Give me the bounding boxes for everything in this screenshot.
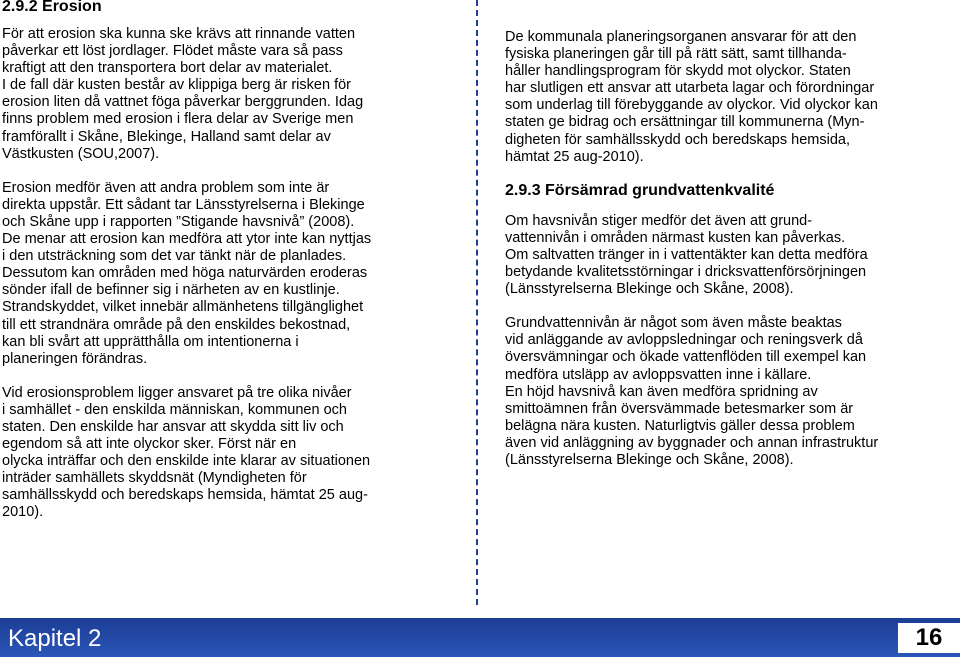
paragraph-municipal-planning	[505, 29, 955, 166]
text-line: Om saltvatten tränger in i vattentäkter kan detta medföra	[505, 246, 868, 263]
section-heading-groundwater: 2.9.3 Försämrad grundvattenkvalité	[505, 181, 775, 199]
text-line: Dessutom kan områden med höga naturvärden eroderas	[2, 265, 368, 282]
text-line: även vid anläggning av byggnader och annan infrastruktur	[505, 434, 879, 451]
text-line: staten ge bidrag och ersättningar till kommunerna (Myn-	[505, 114, 865, 131]
text-line: sönder ifall de befinner sig i närheten av en kustlinje.	[2, 282, 340, 299]
text-line: hämtat 25 aug-2010).	[505, 148, 644, 165]
text-line: smittoämnen från översvämmade betesmarker som är	[505, 400, 854, 417]
text-line: finns problem med erosion i flera delar av Sverige men	[2, 111, 354, 128]
chapter-label: Kapitel 2	[8, 625, 102, 652]
column-divider	[476, 0, 478, 605]
text-line: i samhället - den enskilda människan, kommunen och	[2, 401, 347, 418]
page-number: 16	[898, 623, 960, 653]
text-line: digheten för samhällsskydd och beredskaps hemsida,	[505, 131, 850, 148]
text-line: 2010).	[2, 504, 44, 521]
text-line: I de fall där kusten består av klippiga berg är risken för	[2, 77, 351, 94]
text-line: kraftigt att den transportera bort delar av materialet.	[2, 60, 333, 77]
text-line: Strandskyddet, vilket innebär allmänhetens tillgänglighet	[2, 299, 364, 316]
text-line: Grundvattennivån är något som även måste beaktas	[505, 315, 842, 332]
paragraph-groundwater-sewage	[505, 315, 955, 469]
page-footer	[0, 618, 960, 657]
paragraph-erosion-responsibility	[2, 385, 452, 522]
text-line: kan bli svårt att upprätthålla om intentionerna i	[2, 333, 299, 350]
text-line: samhällsskydd och beredskaps hemsida, hämtat 25 aug-	[2, 487, 368, 504]
text-line: framförallt i Skåne, Blekinge, Halland samt delar av	[2, 128, 331, 145]
section-heading-erosion: 2.9.2 Erosion	[2, 0, 102, 15]
text-line: Om havsnivån stiger medför det även att grund-	[505, 212, 813, 229]
text-line: olycka inträffar och den enskilde inte klarar av situationen	[2, 453, 371, 470]
text-line: fysiska planeringen går till på rätt sätt, samt tillhanda-	[505, 46, 847, 63]
left-column	[2, 0, 452, 522]
text-line: direkta uppstår. Ett sådant tar Länsstyrelserna i Blekinge	[2, 196, 365, 213]
text-line: Västkusten (SOU,2007).	[2, 145, 160, 162]
text-line: har slutligen ett ansvar att utarbeta lagar och förordningar	[505, 80, 875, 97]
text-line: (Länsstyrelserna Blekinge och Skåne, 2008).	[505, 281, 794, 298]
text-line: Vid erosionsproblem ligger ansvaret på tre olika nivåer	[2, 384, 352, 401]
text-line: De kommunala planeringsorganen ansvarar för att den	[505, 29, 857, 45]
paragraph-groundwater-level	[505, 213, 955, 298]
text-line: staten. Den enskilde har ansvar att skydda sitt liv och	[2, 418, 344, 435]
text-line: De menar att erosion kan medföra att ytor inte kan nyttjas	[2, 231, 372, 248]
text-line: vattennivån i områden närmast kusten kan påverkas.	[505, 229, 846, 246]
paragraph-erosion-intro	[2, 26, 452, 163]
text-line: håller handlingsprogram för skydd mot olyckor. Staten	[505, 63, 851, 80]
text-line: egendom så att inte olyckor sker. Först när en	[2, 436, 297, 453]
right-column	[505, 29, 955, 469]
text-line: belägna nära kusten. Naturligtvis gäller dessa problem	[505, 417, 855, 434]
text-line: erosion liten då vattnet föga påverkar berggrunden. Idag	[2, 94, 364, 111]
text-line: För att erosion ska kunna ske krävs att rinnande vatten	[2, 26, 356, 42]
text-line: (Länsstyrelserna Blekinge och Skåne, 2008).	[505, 451, 794, 468]
text-line: Erosion medför även att andra problem som inte är	[2, 179, 330, 196]
text-line: i den utsträckning som det var tänkt när de planlades.	[2, 248, 347, 265]
text-line: vid anläggande av avloppsledningar och reningsverk då	[505, 332, 863, 349]
text-line: och Skåne upp i rapporten ”Stigande havsnivå” (2008).	[2, 213, 355, 230]
text-line: betydande kvalitetsstörningar i dricksvattenförsörjningen	[505, 264, 867, 281]
text-line: påverkar ett löst jordlager. Flödet måste vara så pass	[2, 43, 343, 60]
text-line: En höjd havsnivå kan även medföra spridning av	[505, 383, 818, 400]
text-line: översvämningar och ökade vattenflöden till exempel kan	[505, 349, 867, 366]
text-line: till ett strandnära område på den enskildes bekostnad,	[2, 316, 351, 333]
paragraph-erosion-problems	[2, 180, 452, 368]
text-line: planeringen förändras.	[2, 350, 148, 367]
text-line: medföra utsläpp av avloppsvatten inne i källare.	[505, 366, 812, 383]
text-line: inträder samhällets skyddsnät (Myndigheten för	[2, 470, 307, 487]
text-line: som underlag till förebyggande av olyckor. Vid olyckor kan	[505, 97, 878, 114]
